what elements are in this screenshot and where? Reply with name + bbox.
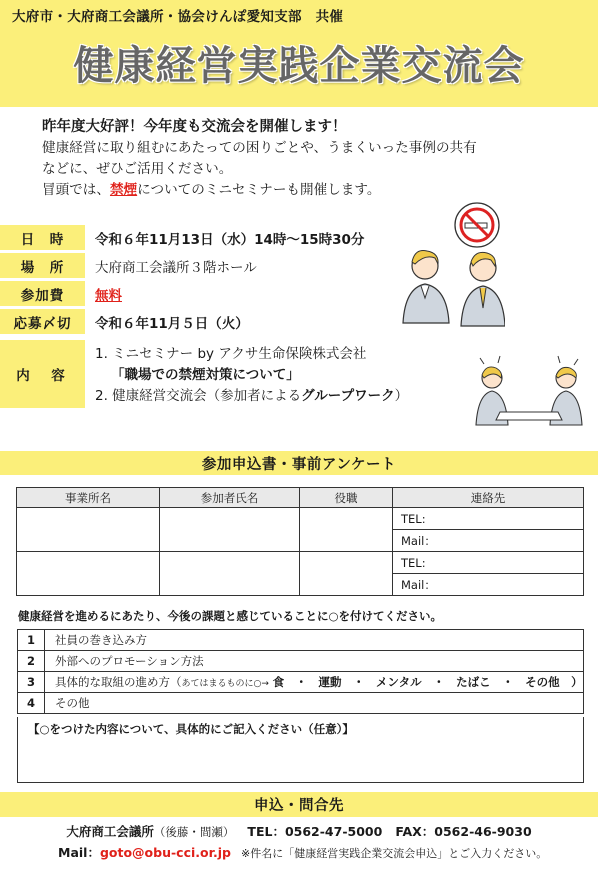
contact-fax: FAX：0562-46-9030 bbox=[395, 824, 532, 839]
tel-field[interactable]: TEL: bbox=[393, 552, 584, 574]
intro-lead: 昨年度大好評！今年度も交流会を開催します！ bbox=[42, 119, 347, 135]
tel-field[interactable]: TEL: bbox=[393, 508, 584, 530]
intro-line-2: などに、ぜひご活用ください。 bbox=[42, 161, 233, 177]
content-item-1: 1. ミニセミナー by アクサ生命保険株式会社 bbox=[95, 346, 367, 362]
table-header-row bbox=[17, 488, 584, 508]
fee-row bbox=[0, 281, 122, 306]
deadline-label: 応募〆切 bbox=[0, 309, 85, 334]
table-row bbox=[17, 552, 584, 574]
fee-value: 無料 bbox=[95, 287, 122, 304]
col-participant: 参加者氏名 bbox=[160, 488, 300, 508]
page-title: 健康経営実践企業交流会 bbox=[73, 43, 525, 89]
survey-item[interactable]: 2 外部へのプロモーション方法 bbox=[18, 651, 584, 672]
contact-note: ※件名に「健康経営実践企業交流会申込」とご入力ください。 bbox=[240, 847, 548, 860]
place-value: 大府商工会議所３階ホール bbox=[95, 259, 257, 276]
organizers-text: 大府市・大府商工会議所・協会けんぽ愛知支部 共催 bbox=[12, 9, 344, 25]
contact-org: 大府商工会議所 bbox=[66, 824, 154, 839]
participant-field[interactable] bbox=[160, 552, 300, 596]
date-value: 令和６年11月13日（水）14時～15時30分 bbox=[95, 231, 365, 248]
no-smoking-highlight: 禁煙 bbox=[109, 182, 138, 198]
survey-table bbox=[17, 629, 584, 714]
content-text bbox=[95, 344, 408, 407]
position-field[interactable] bbox=[300, 552, 393, 596]
deadline-value: 令和６年11月５日（火） bbox=[95, 315, 249, 332]
survey-item[interactable]: 3 具体的な取組の進め方（あてはまるものに○→ 食 ・ 運動 ・ メンタル ・ たばこ ・ その他 ） bbox=[18, 672, 584, 693]
no-smoking-sign-icon bbox=[455, 203, 499, 247]
registration-table bbox=[16, 487, 584, 596]
intro-line-3: 冒頭では、禁煙についてのミニセミナーも開催します。 bbox=[42, 182, 381, 198]
comment-field[interactable] bbox=[17, 717, 584, 783]
mail-field[interactable]: Mail： bbox=[393, 574, 584, 596]
position-field[interactable] bbox=[300, 508, 393, 552]
survey-question: 健康経営を進めるにあたり、今後の課題と感じていることに○を付けてください。 bbox=[18, 609, 443, 623]
contact-line-2: Mail：goto@obu-cci.or.jp ※件名に「健康経営実践企業交流会申込」とご入力ください。 bbox=[58, 845, 548, 860]
person-left-icon bbox=[403, 250, 449, 323]
table-icon bbox=[496, 412, 562, 420]
header-banner bbox=[0, 0, 598, 107]
place-label: 場 所 bbox=[0, 253, 85, 278]
content-item-1-sub: 「職場での禁煙対策について」 bbox=[111, 367, 300, 383]
intro-line-1: 健康経営に取り組むにあたっての困りごとや、うまくいった事例の共有 bbox=[42, 140, 477, 156]
col-position: 役職 bbox=[300, 488, 393, 508]
content-item-2: 2. 健康経営交流会（参加者によるグループワーク） bbox=[95, 388, 409, 404]
mail-field[interactable]: Mail： bbox=[393, 530, 584, 552]
col-company: 事業所名 bbox=[17, 488, 160, 508]
group-meeting-illustration bbox=[470, 350, 590, 438]
survey-item[interactable]: 4 その他 bbox=[18, 693, 584, 714]
table-row bbox=[17, 508, 584, 530]
comment-prompt: 【○をつけた内容について、具体的にご記入ください（任意）】 bbox=[28, 722, 354, 736]
place-row bbox=[0, 253, 257, 278]
deadline-row bbox=[0, 309, 249, 334]
contact-line-1 bbox=[0, 822, 598, 840]
content-label: 内 容 bbox=[0, 340, 85, 408]
contact-email-link[interactable]: goto@obu-cci.or.jp bbox=[99, 845, 231, 860]
intro-text bbox=[42, 117, 582, 201]
worried-people-illustration bbox=[395, 198, 505, 333]
contact-tel: TEL：0562-47-5000 bbox=[247, 824, 383, 839]
company-field[interactable] bbox=[17, 552, 160, 596]
participant-field[interactable] bbox=[160, 508, 300, 552]
contact-persons: （後藤・間瀬） bbox=[153, 825, 235, 839]
col-contact: 連絡先 bbox=[393, 488, 584, 508]
fee-label: 参加費 bbox=[0, 281, 85, 306]
company-field[interactable] bbox=[17, 508, 160, 552]
date-row bbox=[0, 225, 364, 250]
person-right-icon bbox=[461, 252, 505, 326]
date-label: 日 時 bbox=[0, 225, 85, 250]
survey-item[interactable]: 1 社員の巻き込み方 bbox=[18, 630, 584, 651]
form-band: 参加申込書・事前アンケート bbox=[0, 451, 598, 475]
contact-band: 申込・問合先 bbox=[0, 792, 598, 817]
